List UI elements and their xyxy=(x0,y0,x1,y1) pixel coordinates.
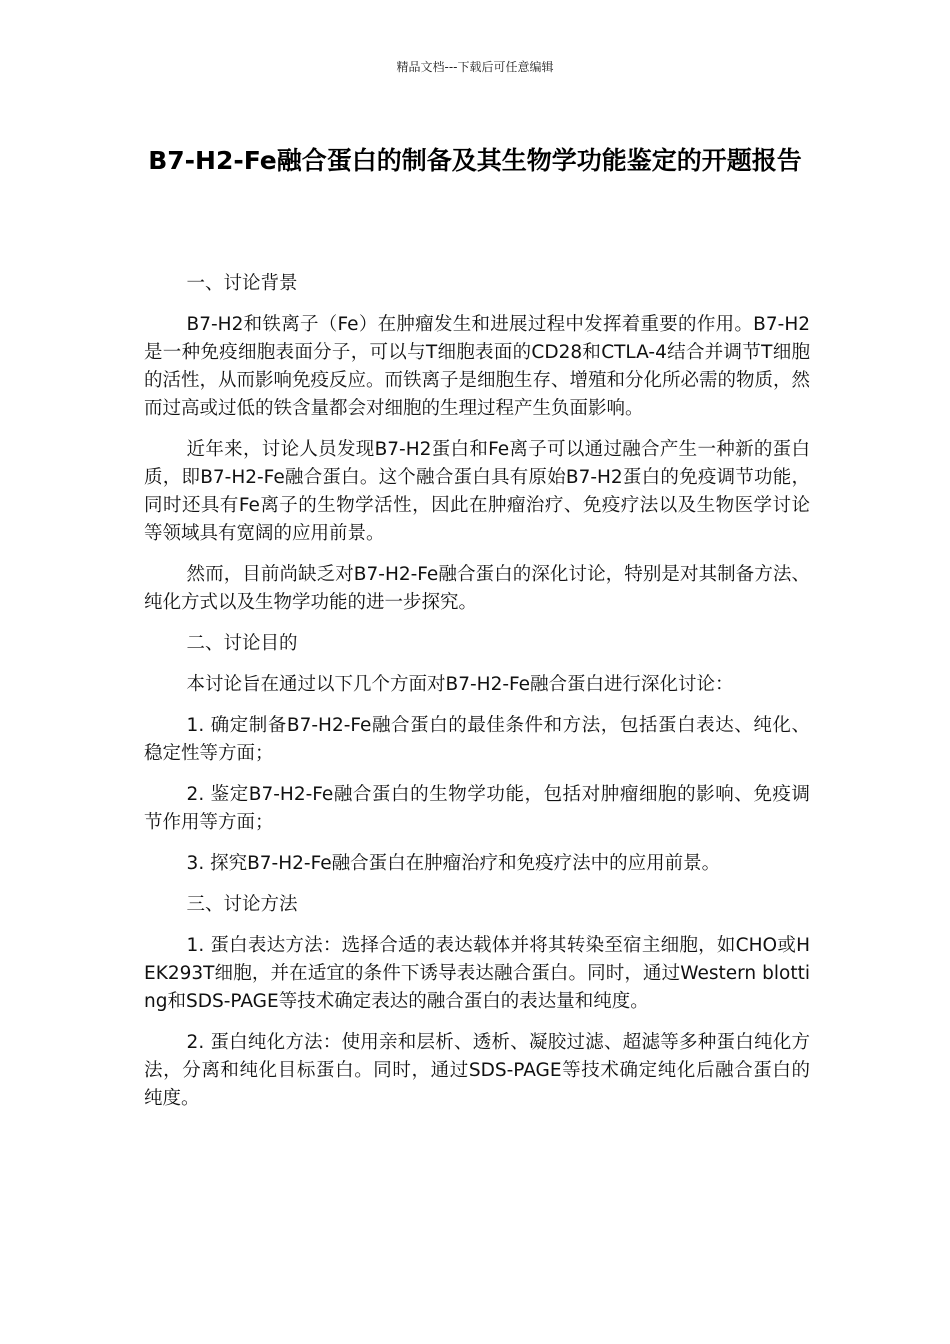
section-heading-objectives: 二、讨论目的 xyxy=(186,633,298,654)
section-heading-background: 一、讨论背景 xyxy=(186,273,298,294)
paragraph: 然而，目前尚缺乏对B7-H2-Fe融合蛋白的深化讨论，特别是对其制备方法、纯化方式以及生物学功能的进一步探究。 xyxy=(144,564,810,613)
header-note: 精品文档---下载后可任意编辑 xyxy=(396,60,554,74)
paragraph: B7-H2和铁离子（Fe）在肿瘤发生和进展过程中发挥着重要的作用。B7-H2是一种免疫细胞表面分子，可以与T细胞表面的CD28和CTLA-4结合并调节T细胞的活性，从而影响免疫反应。而铁离子是细胞生存、增殖和分化所必需的物质，然而过高或过低的铁含量都会对细胞的生理过程产生负面影响。 xyxy=(144,314,811,419)
section-heading-methods: 三、讨论方法 xyxy=(186,894,298,915)
list-item: 3. 探究B7-H2-Fe融合蛋白在肿瘤治疗和免疫疗法中的应用前景。 xyxy=(186,853,721,874)
list-item: 1. 确定制备B7-H2-Fe融合蛋白的最佳条件和方法，包括蛋白表达、纯化、稳定性等方面； xyxy=(144,715,810,764)
document-body xyxy=(144,270,810,1126)
list-item: 1. 蛋白表达方法：选择合适的表达载体并将其转染至宿主细胞，如CHO或HEK293T细胞，并在适宜的条件下诱导表达融合蛋白。同时，通过Western blotting和SDS-PAGE等技术确定表达的融合蛋白的表达量和纯度。 xyxy=(144,935,810,1012)
list-item: 2. 蛋白纯化方法：使用亲和层析、透析、凝胶过滤、超滤等多种蛋白纯化方法，分离和纯化目标蛋白。同时，通过SDS-PAGE等技术确定纯化后融合蛋白的纯度。 xyxy=(144,1032,810,1109)
list-item: 2. 鉴定B7-H2-Fe融合蛋白的生物学功能，包括对肿瘤细胞的影响、免疫调节作用等方面； xyxy=(144,784,810,833)
paragraph: 近年来，讨论人员发现B7-H2蛋白和Fe离子可以通过融合产生一种新的蛋白质，即B7-H2-Fe融合蛋白。这个融合蛋白具有原始B7-H2蛋白的免疫调节功能，同时还具有Fe离子的生物学活性，因此在肿瘤治疗、免疫疗法以及生物医学讨论等领域具有宽阔的应用前景。 xyxy=(144,439,810,544)
document-title: B7-H2-Fe融合蛋白的制备及其生物学功能鉴定的开题报告 xyxy=(148,146,802,175)
paragraph: 本讨论旨在通过以下几个方面对B7-H2-Fe融合蛋白进行深化讨论： xyxy=(186,674,734,695)
